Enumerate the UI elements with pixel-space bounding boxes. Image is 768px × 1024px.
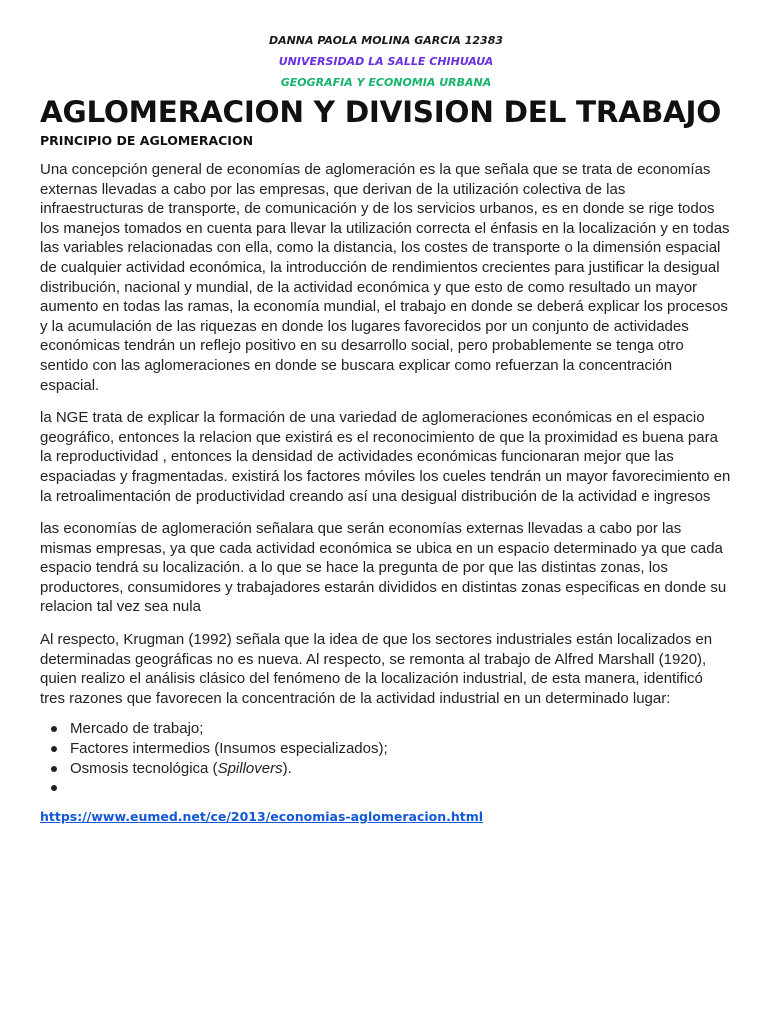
bullet-icon	[51, 726, 57, 732]
list-item-text: Factores intermedios (Insumos especializados);	[70, 740, 388, 758]
list-item-text-italic: Spillovers	[217, 759, 283, 777]
list-item	[40, 739, 732, 759]
bullet-icon	[51, 766, 57, 772]
paragraph-2: la NGE trata de explicar la formación de una variedad de aglomeraciones económicas en el espacio geográfico, entonces la relacion que existirá es el reconocimiento de que la proximidad es buena para la reproductividad , entonces la densidad de actividades económicas funcionaran mejor que las espaciadas y fragmentadas. existirá los factores móviles los cueles tendrán un mayor favorecimiento en la retroalimentación de productividad creando así una desigual distribución de la actividad e ingresos	[40, 409, 731, 505]
document-page	[40, 30, 732, 827]
list-item	[40, 719, 732, 739]
list-item-text-prefix: Osmosis tecnológica (	[70, 759, 218, 777]
course-line: GEOGRAFIA Y ECONOMIA URBANA	[280, 76, 492, 89]
bullet-icon	[51, 746, 57, 752]
document-title: AGLOMERACION Y DIVISION DEL TRABAJO	[40, 95, 721, 129]
list-item	[40, 759, 732, 779]
reasons-list	[40, 719, 732, 797]
paragraph-4: Al respecto, Krugman (1992) señala que la idea de que los sectores industriales están localizados en determinadas geográficas no es nueva. Al respecto, se remonta al trabajo de Alfred Marshall (1920), quien realizo el análisis clásico del fenómeno de la localización industrial, de esta manera, identificó tres razones que favorecen la concentración de la actividad industrial en un determinado lugar:	[40, 631, 713, 707]
list-item-text-suffix: ).	[282, 759, 292, 777]
bullet-icon	[51, 785, 57, 791]
list-item-empty	[40, 778, 732, 798]
paragraph-3: las economías de aglomeración señalara que serán economías externas llevadas a cabo por las mismas empresas, ya que cada actividad económica se ubica en un espacio determinado ya que cada espacio tendrá su localización. a lo que se hace la pregunta de por que las distintas zonas, los productores, consumidores y trabajadores estarán divididos en distintas zonas especificas en donde su relacion tal vez sea nula	[40, 520, 727, 616]
source-link[interactable]: https://www.eumed.net/ce/2013/economias-aglomeracion.html	[40, 808, 484, 824]
section-heading: PRINCIPIO DE AGLOMERACION	[40, 133, 254, 148]
list-item-text: Mercado de trabajo;	[70, 720, 204, 738]
university-line: UNIVERSIDAD LA SALLE CHIHUAUA	[278, 55, 494, 68]
paragraph-1: Una concepción general de economías de aglomeración es la que señala que se trata de economías externas llevadas a cabo por las empresas, que derivan de la utilización colectiva de las infraestructuras de transporte, de comunicación y de los servicios urbanos, es en donde se rige todos los manejos tomados en cuenta para llevar la utilización correcta el énfasis en la localización y en todas las variables relacionadas con ella, como la distancia, los costes de transporte o la dimensión espacial de cualquier actividad económica, la introducción de rendimientos crecientes para justificar la desigual distribución, nacional y mundial, de la actividad económica y que esto de como resultado un mayor aumento en todas las ramas, la economía mundial, el trabajo en donde se deberá explicar los procesos y la acumulación de las riquezas en donde los lugares favorecidos por un conjunto de actividades económicas tendrán un reflejo positivo en su desarrollo social, pero probablemente se tenga otro sentido con las aglomeraciones en donde se buscara explicar como refuerzan la concentración espacial.	[40, 161, 730, 394]
author-line: DANNA PAOLA MOLINA GARCIA 12383	[268, 34, 504, 47]
